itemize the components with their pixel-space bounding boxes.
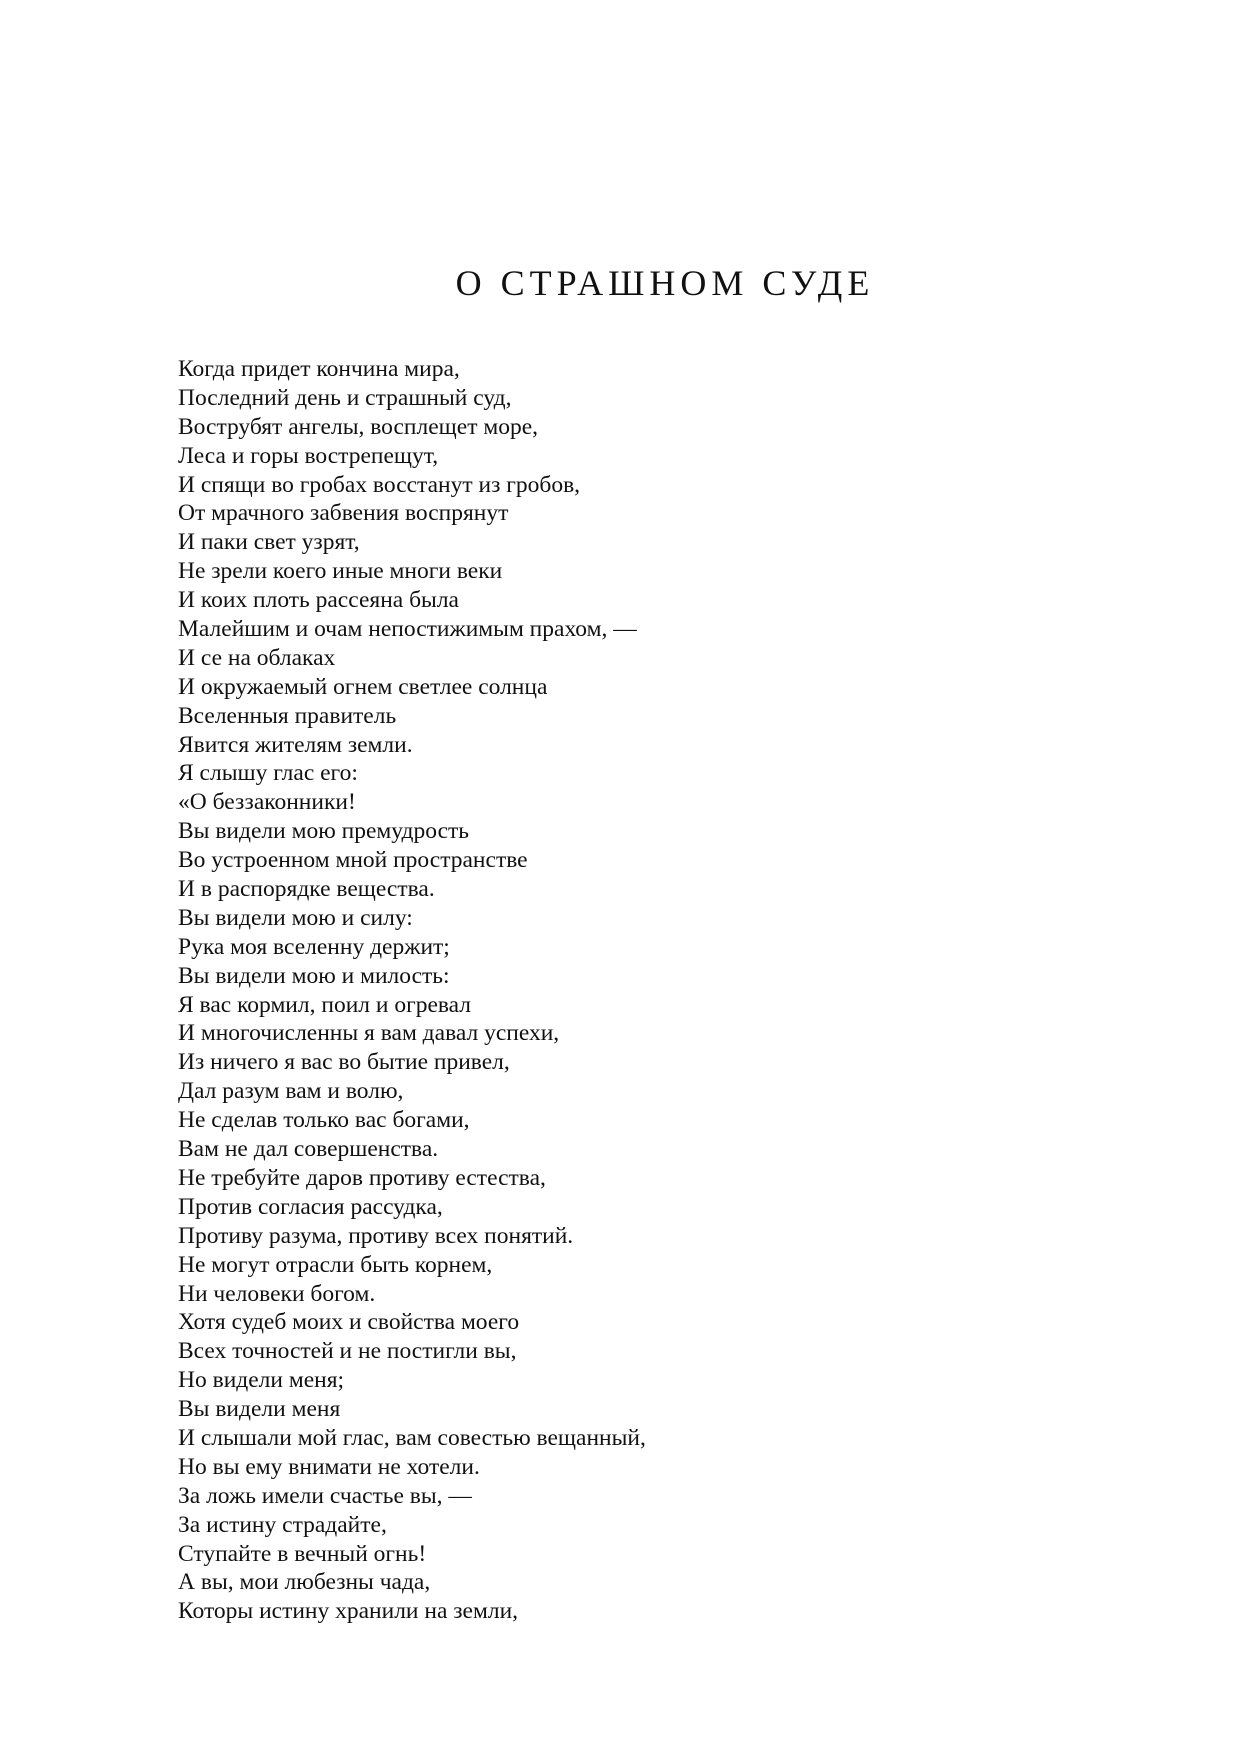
poem-line: От мрачного забвения воспрянут — [178, 500, 509, 527]
poem-line: И многочисленны я вам давал успехи, — [178, 1020, 560, 1047]
poem-line: Вы видели мою премудрость — [178, 818, 469, 845]
poem-line: И се на облаках — [178, 644, 336, 671]
poem-line: Во устроенном мной пространстве — [178, 847, 528, 874]
poem-line: И слышали мой глас, вам совестью вещанный, — [178, 1424, 646, 1451]
poem-line: Которы истину хранили на земли, — [178, 1598, 519, 1625]
poem-line: За истину страдайте, — [178, 1511, 387, 1538]
poem-line: Противу разума, противу всех понятий. — [178, 1222, 574, 1249]
poem-line: Когда придет кончина мира, — [178, 356, 460, 382]
poem-line: Дал разум вам и волю, — [178, 1078, 404, 1105]
poem-line: Я слышу глас его: — [178, 760, 358, 787]
poem-line: Не зрели коего иные многи веки — [178, 558, 503, 585]
poem-line: Против согласия рассудка, — [178, 1193, 443, 1220]
poem-line: Вы видели меня — [178, 1396, 341, 1423]
poem-line: Леса и горы вострепещут, — [178, 442, 439, 469]
poem-line: Рука моя вселенну держит; — [178, 933, 450, 960]
poem-line: Вселенныя правитель — [178, 702, 397, 729]
poem-line: Всех точностей и не постигли вы, — [178, 1338, 517, 1365]
poem-line: Последний день и страшный суд, — [178, 384, 512, 411]
poem-line: Не требуйте даров противу естества, — [178, 1164, 546, 1191]
poem-line: И в распорядке вещества. — [178, 876, 435, 903]
poem-text — [178, 355, 646, 1626]
poem-line: Хотя судеб моих и свойства моего — [178, 1309, 520, 1336]
poem-line: Не сделав только вас богами, — [178, 1107, 470, 1134]
poem-line: Явится жителям земли. — [178, 731, 413, 758]
poem-line: Вы видели мою и силу: — [178, 904, 413, 931]
poem-line: Из ничего я вас во бытие привел, — [178, 1049, 510, 1076]
poem-line: Не могут отрасли быть корнем, — [178, 1251, 493, 1278]
poem-title: О СТРАШНОМ СУДЕ — [455, 263, 875, 303]
poem-line: Ни человеки богом. — [178, 1280, 376, 1307]
poem-line: Но вы ему внимати не хотели. — [178, 1453, 480, 1480]
poem-line: Вы видели мою и милость: — [178, 962, 450, 989]
poem-line: Я вас кормил, поил и огревал — [178, 991, 472, 1018]
poem-line: «О беззаконники! — [178, 789, 356, 816]
poem-line: Но видели меня; — [178, 1367, 345, 1394]
poem-line: Малейшим и очам непостижимым прахом, — — [178, 616, 637, 643]
poem-line: И коих плоть рассеяна была — [178, 587, 459, 614]
poem-line: А вы, мои любезны чада, — [178, 1569, 431, 1596]
poem-line: И паки свет узрят, — [178, 529, 360, 556]
poem-line: Вострубят ангелы, восплещет море, — [178, 413, 539, 440]
poem-line: И спящи во гробах восстанут из гробов, — [178, 471, 581, 498]
poem-line: Ступайте в вечный огнь! — [178, 1540, 427, 1567]
poem-line: За ложь имели счастье вы, — — [178, 1482, 472, 1509]
poem-line: Вам не дал совершенства. — [178, 1136, 439, 1163]
poem-line: И окружаемый огнем светлее солнца — [178, 673, 548, 700]
